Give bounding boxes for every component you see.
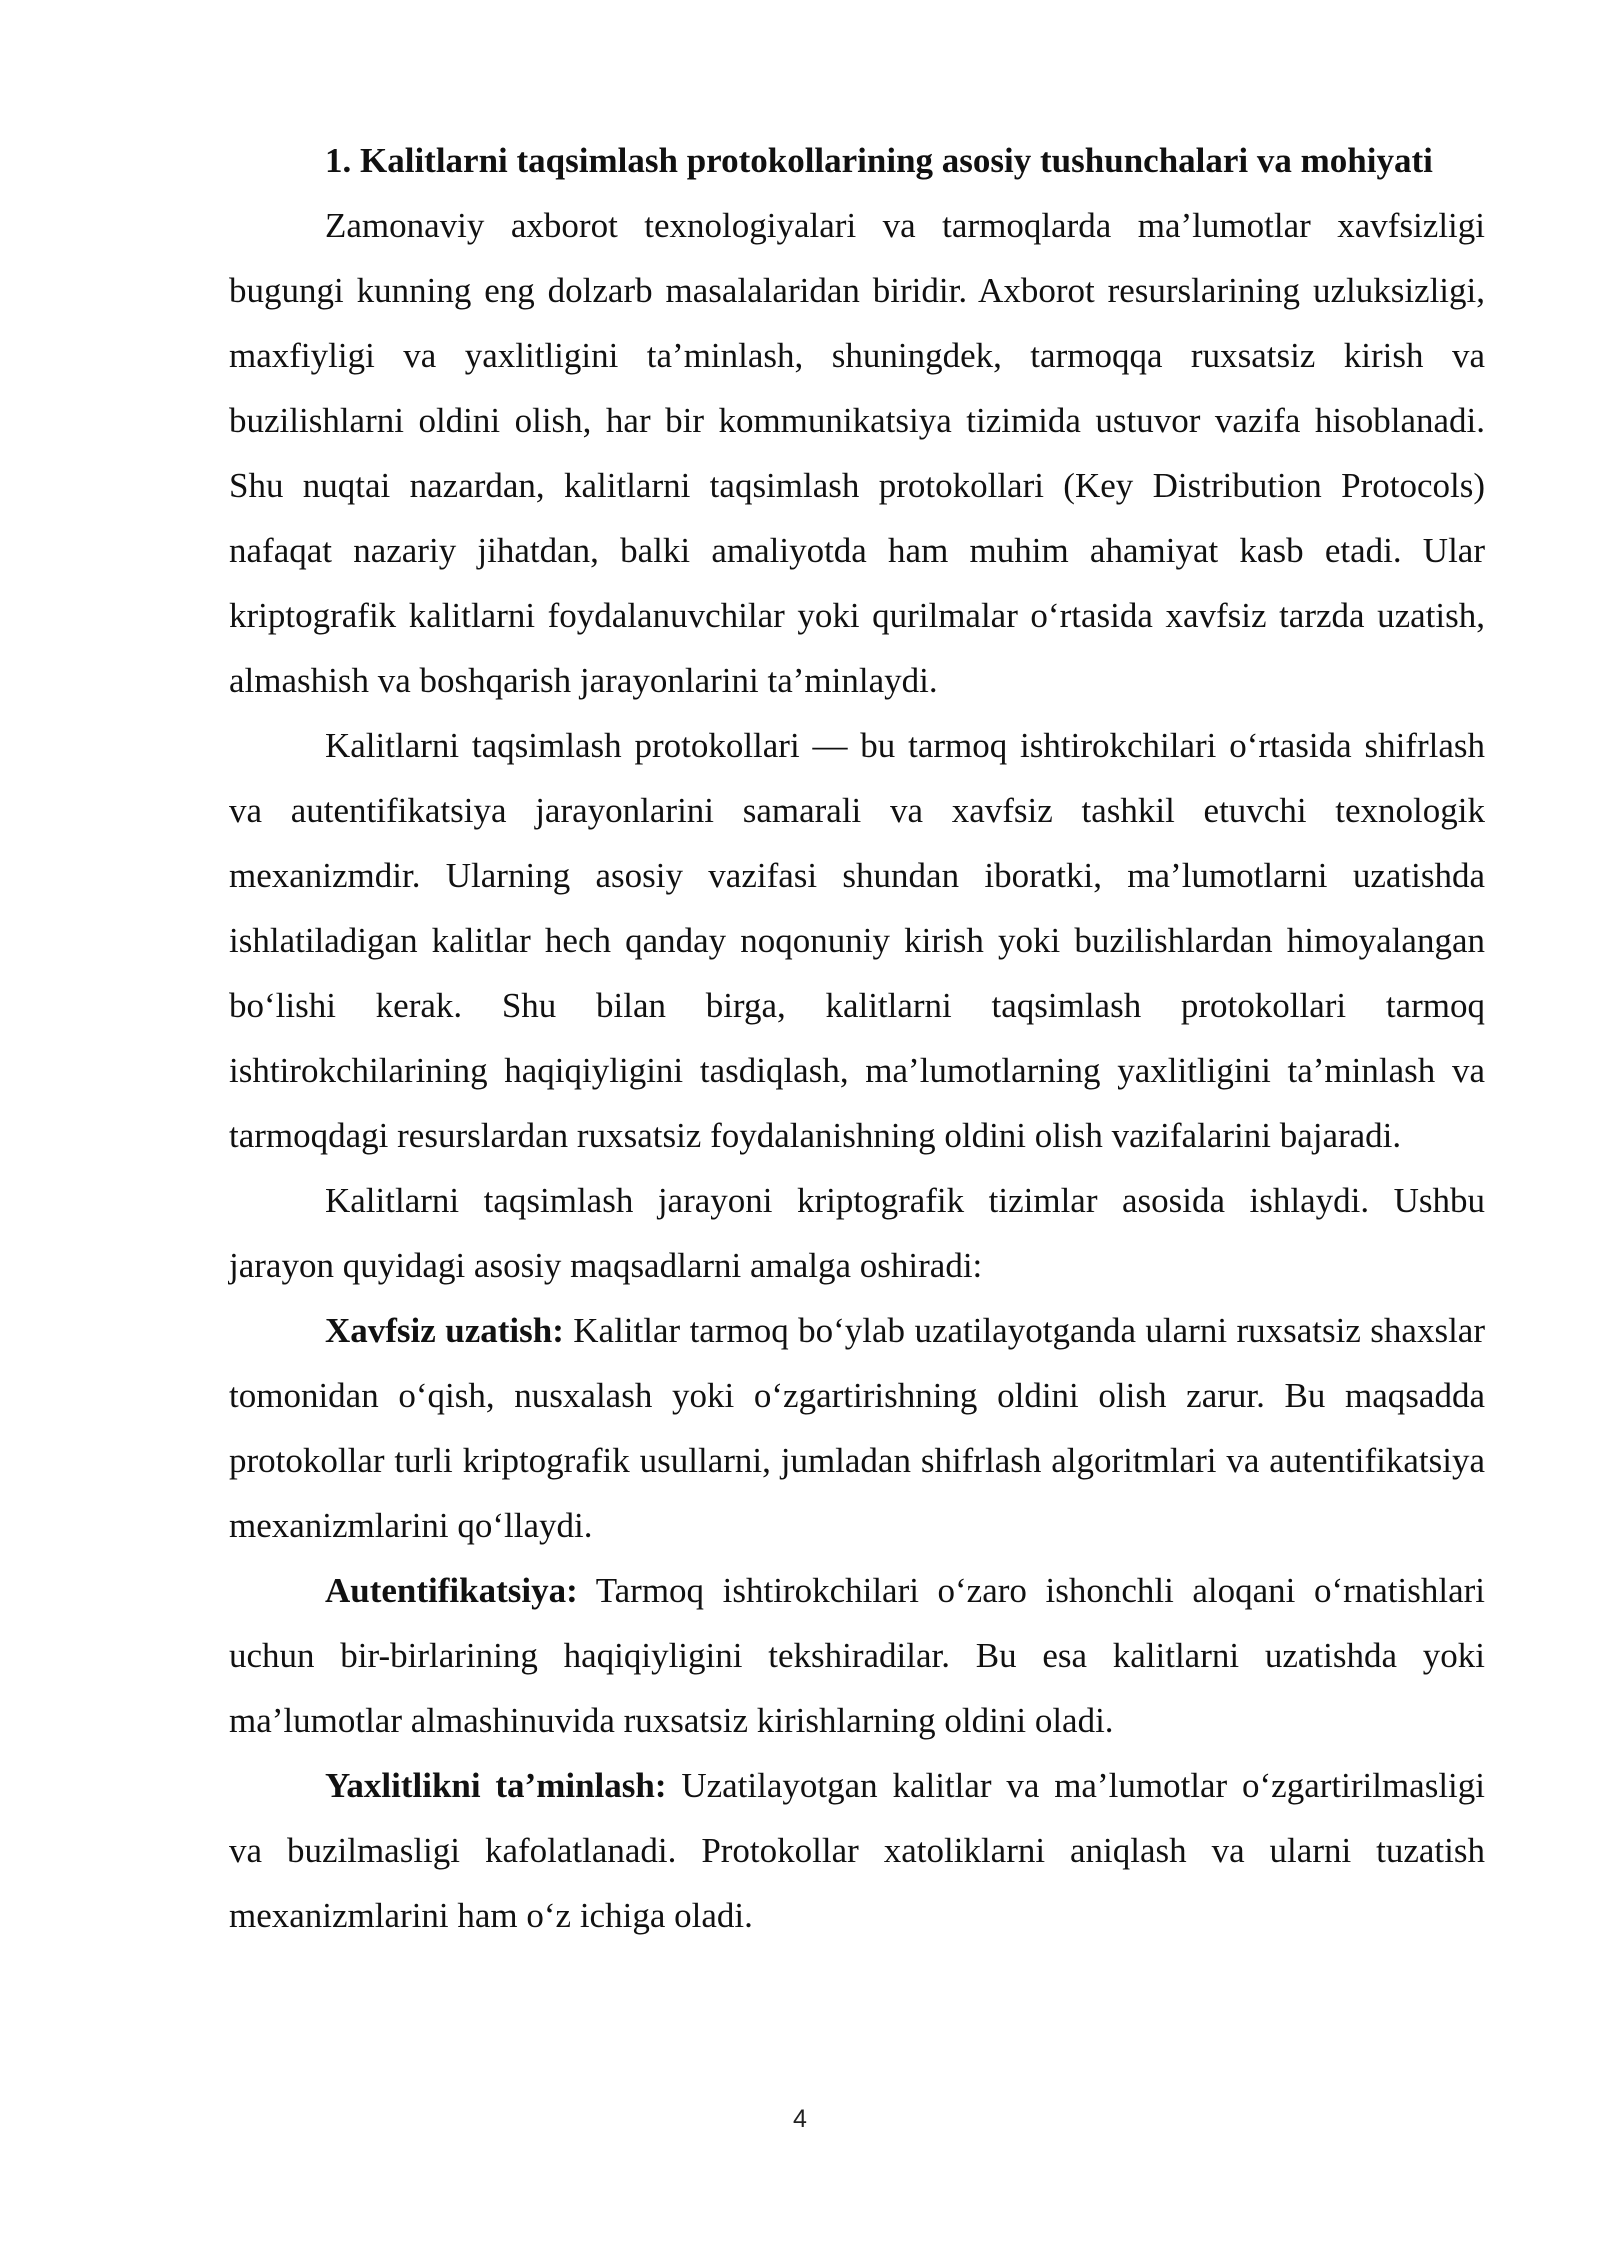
goal-text: Uzatilayotgan kalitlar va ma’lumotlar o‘zgartirilmasligi va buzilmasligi kafolatlanadi. Protokollar xatoliklarni aniqlash va ularni tuzatish mexanizmlarini ham o‘z ichiga oladi. <box>229 1766 1485 1935</box>
paragraph-intro: Zamonaviy axborot texnologiyalari va tarmoqlarda ma’lumotlar xavfsizligi bugungi kunning eng dolzarb masalalaridan biridir. Axborot resurslarining uzluksizligi, maxfiyligi va yaxlitligini ta’minlash, shuningdek, tarmoqqa ruxsatsiz kirish va buzilishlarni oldini olish, har bir kommunikatsiya tizimida ustuvor vazifa hisoblanadi. Shu nuqtai nazardan, kalitlarni taqsimlash protokollari (Key Distribution Protocols) nafaqat nazariy jihatdan, balki amaliyotda ham muhim ahamiyat kasb etadi. Ular kriptografik kalitlarni foydalanuvchilar yoki qurilmalar o‘rtasida xavfsiz tarzda uzatish, almashish va boshqarish jarayonlarini ta’minlaydi. <box>229 206 1485 700</box>
paragraph-definition: Kalitlarni taqsimlash protokollari — bu tarmoq ishtirokchilari o‘rtasida shifrlash va autentifikatsiya jarayonlarini samarali va xavfsiz tashkil etuvchi texnologik mexanizmdir. Ularning asosiy vazifasi shundan iboratki, ma’lumotlarni uzatishda ishlatiladigan kalitlar hech qanday noqonuniy kirish yoki buzilishlardan himoyalangan bo‘lishi kerak. Shu bilan birga, kalitlarni taqsimlash protokollari tarmoq ishtirokchilarining haqiqiyligini tasdiqlash, ma’lumotlarning yaxlitligini ta’minlash va tarmoqdagi resurslardan ruxsatsiz foydalanishning oldini olish vazifalarini bajaradi. <box>229 726 1485 1155</box>
goal-text: Tarmoq ishtirokchilari o‘zaro ishonchli aloqani o‘rnatishlari uchun bir-birlarining haqiqiyligini tekshiradilar. Bu esa kalitlarni uzatishda yoki ma’lumotlar almashinuvida ruxsatsiz kirishlarning oldini oladi. <box>229 1571 1485 1740</box>
paragraph-goals-intro: Kalitlarni taqsimlash jarayoni kriptografik tizimlar asosida ishlaydi. Ushbu jarayon quyidagi asosiy maqsadlarni amalga oshiradi: <box>229 1181 1485 1285</box>
goal-authentication <box>229 1558 1485 1753</box>
goal-secure-transfer <box>229 1298 1485 1558</box>
section-heading: 1. Kalitlarni taqsimlash protokollarining asosiy tushunchalari va mohiyati <box>325 141 1433 180</box>
goal-text: Kalitlar tarmoq bo‘ylab uzatilayotganda ularni ruxsatsiz shaxslar tomonidan o‘qish, nusxalash yoki o‘zgartirishning oldini olish zarur. Bu maqsadda protokollar turli kriptografik usullarni, jumladan shifrlash algoritmlari va autentifikatsiya mexanizmlarini qo‘llaydi. <box>229 1311 1485 1545</box>
page-number: 4 <box>793 2105 807 2133</box>
goal-term: Autentifikatsiya: <box>325 1571 578 1610</box>
goal-term: Xavfsiz uzatish: <box>325 1311 564 1350</box>
goal-term: Yaxlitlikni ta’minlash: <box>325 1766 667 1805</box>
goal-integrity <box>229 1753 1485 1948</box>
page-content <box>229 128 1485 1948</box>
